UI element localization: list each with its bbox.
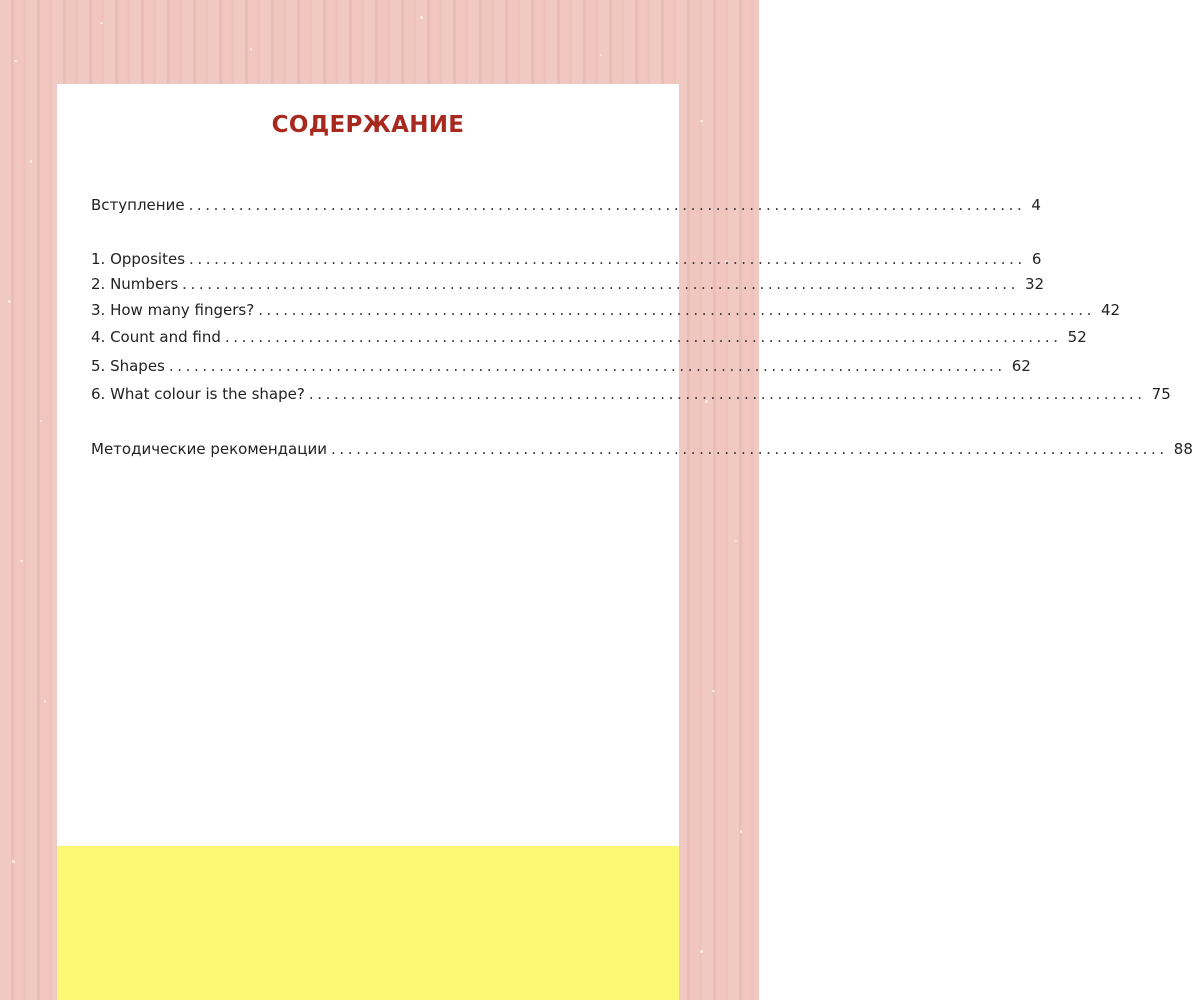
toc-entry-label: 1. Opposites — [91, 250, 186, 268]
toc-entry-label: 3. How many fingers? — [91, 301, 255, 319]
toc-entry-intro[interactable] — [91, 194, 1041, 216]
background-speck — [14, 60, 17, 62]
dot-leader: .................................................................................................... — [308, 385, 1146, 403]
background-speck — [250, 48, 252, 51]
background-speck — [700, 120, 703, 122]
toc-entry-chapter-5[interactable] — [91, 355, 1031, 377]
toc-entry-page: 6 — [1031, 250, 1042, 268]
background-speck — [40, 420, 42, 422]
toc-entry-chapter-1[interactable] — [91, 248, 1042, 270]
toc-entry-chapter-4[interactable] — [91, 326, 1087, 348]
background-speck — [100, 22, 103, 24]
dot-leader: .................................................................................................... — [224, 328, 1062, 346]
toc-entry-chapter-6[interactable] — [91, 383, 1171, 405]
toc-entry-label: 4. Count and find — [91, 328, 221, 346]
toc-entry-chapter-3[interactable] — [91, 299, 1121, 321]
dot-leader: .................................................................................................... — [189, 250, 1026, 268]
background-speck — [420, 16, 423, 19]
page-title: СОДЕРЖАНИЕ — [271, 112, 465, 138]
toc-entry-label: 6. What colour is the shape? — [91, 385, 305, 403]
toc-entry-methodology[interactable] — [91, 438, 1193, 460]
background-speck — [8, 300, 11, 303]
background-speck — [44, 700, 46, 703]
background-speck — [700, 950, 703, 953]
background-speck — [30, 160, 32, 163]
dot-leader: .................................................................................................... — [258, 301, 1095, 319]
footer-color-block — [57, 846, 679, 1000]
dot-leader: .................................................................................................... — [168, 357, 1006, 375]
toc-entry-label: 2. Numbers — [91, 275, 179, 293]
background-speck — [20, 560, 23, 562]
toc-entry-page: 88 — [1173, 440, 1193, 458]
toc-entry-label: Вступление — [91, 196, 185, 214]
background-speck — [600, 54, 602, 56]
toc-entry-label: Методические рекомендации — [91, 440, 327, 458]
toc-entry-page: 75 — [1151, 385, 1171, 403]
background-speck — [12, 860, 15, 863]
toc-entry-page: 42 — [1101, 301, 1121, 319]
toc-entry-page: 32 — [1024, 275, 1045, 293]
background-speck — [740, 830, 742, 833]
background-speck — [712, 690, 715, 692]
dot-leader: .................................................................................................... — [188, 196, 1026, 214]
toc-entry-page: 62 — [1011, 357, 1031, 375]
toc-entry-label: 5. Shapes — [91, 357, 165, 375]
background-speck — [735, 540, 737, 542]
toc-entry-chapter-2[interactable] — [91, 273, 1045, 295]
toc-entry-page: 4 — [1031, 196, 1041, 214]
dot-leader: .................................................................................................... — [330, 440, 1168, 458]
dot-leader: .................................................................................................... — [182, 275, 1019, 293]
toc-entry-page: 52 — [1067, 328, 1087, 346]
